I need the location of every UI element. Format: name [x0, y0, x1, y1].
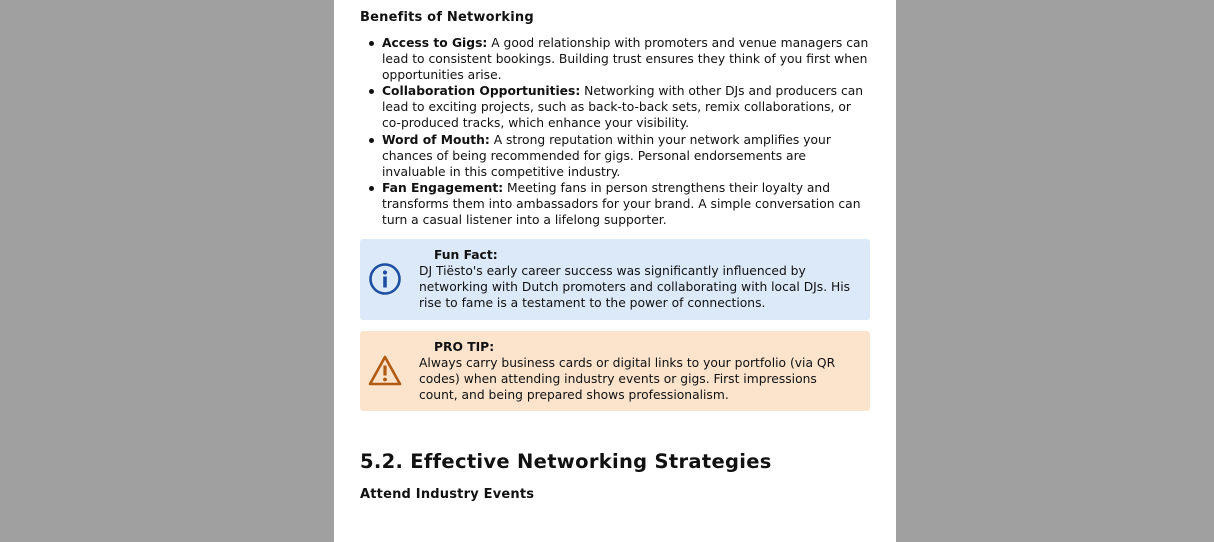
info-icon [368, 262, 402, 296]
fun-fact-callout [360, 239, 870, 320]
benefits-heading: Benefits of Networking [360, 10, 534, 25]
benefit-text: Meeting fans in person strengthens their loyalty and transforms them into ambassadors for your brand. A simple conversation can turn a casual listener into a lifelong supporter. [382, 180, 861, 227]
pro-tip-body: Always carry business cards or digital links to your portfolio (via QR codes) when attending industry events or gigs. First impressions count, and being prepared shows professionalism. [419, 356, 836, 402]
list-item [382, 35, 871, 83]
fun-fact-title: Fun Fact: [434, 248, 498, 262]
benefit-term: Fan Engagement: [382, 180, 504, 195]
benefit-text: A good relationship with promoters and venue managers can lead to consistent bookings. Building trust ensures they think of you first when opportunities arise. [382, 36, 869, 82]
warning-icon [368, 354, 402, 388]
list-item [382, 132, 871, 180]
benefit-term: Word of Mouth: [382, 132, 490, 147]
pro-tip-callout [360, 331, 870, 411]
benefit-term: Access to Gigs: [382, 36, 488, 50]
attend-heading: Attend Industry Events [360, 487, 535, 502]
benefit-text: Networking with other DJs and producers can lead to exciting projects, such as back-to-back sets, remix collaborations, or co-produced tracks, which enhance your visibility. [382, 84, 864, 131]
document-page [334, 0, 896, 542]
benefit-term: Collaboration Opportunities: [382, 84, 581, 99]
section-title: 5.2. Effective Networking Strategies [360, 450, 772, 473]
list-item [382, 83, 871, 131]
benefit-text: A strong reputation within your network amplifies your chances of being recommended for gigs. Personal endorsements are invaluable in this competitive industry. [382, 132, 831, 179]
list-item [382, 180, 871, 228]
fun-fact-body: DJ Tiësto's early career success was significantly influenced by networking with Dutch promoters and collaborating with local DJs. His rise to fame is a testament to the power of connections. [419, 264, 851, 310]
benefits-list [360, 35, 871, 228]
pro-tip-title: PRO TIP: [434, 340, 495, 354]
